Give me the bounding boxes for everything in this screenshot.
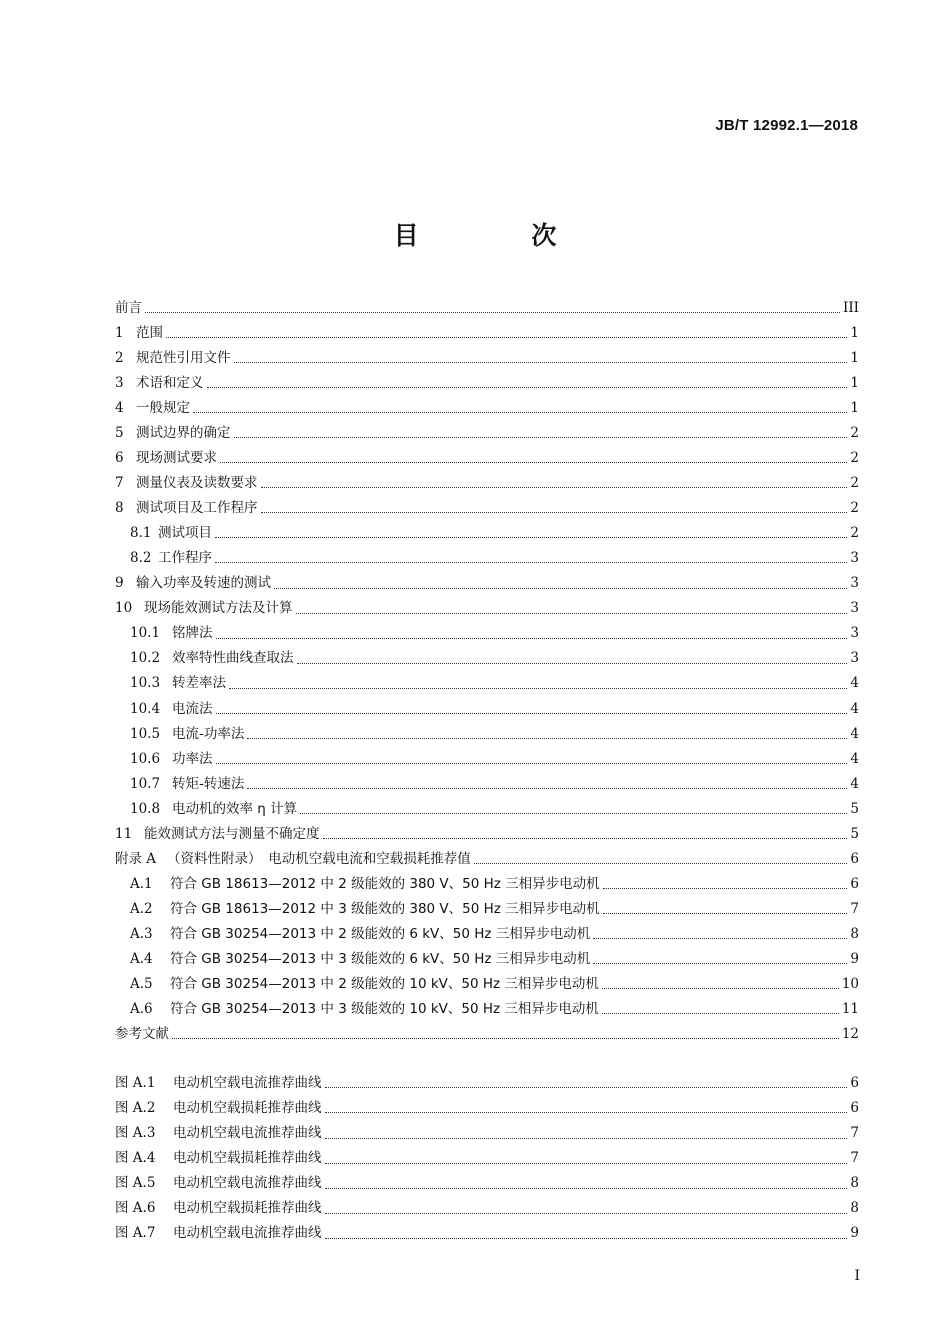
toc-entry-title: （资料性附录） 电动机空载电流和空载损耗推荐值 — [167, 850, 471, 867]
toc-entry-number: 8 — [115, 500, 124, 517]
toc-entry-title: 电流法 — [172, 700, 213, 717]
toc-entry-title: 一般规定 — [136, 399, 190, 416]
dot-leader — [216, 763, 848, 764]
toc-entry-page: 3 — [850, 600, 859, 617]
dot-leader — [325, 1213, 848, 1214]
toc-entry-page: 3 — [850, 550, 859, 567]
toc-entry-title: 符合 GB 18613—2012 中 2 级能效的 380 V、50 Hz 三相异步电动机 — [170, 875, 600, 892]
toc-entry-number: 8.2 — [130, 550, 152, 567]
toc-entry[interactable] — [115, 922, 859, 947]
dot-leader — [261, 512, 848, 513]
toc-entry-title: 电动机空载电流推荐曲线 — [173, 1225, 322, 1242]
toc-entry[interactable] — [115, 471, 859, 496]
toc-entry[interactable] — [115, 321, 859, 346]
figure-list-item[interactable] — [115, 1122, 859, 1147]
toc-entry-page: 2 — [850, 450, 859, 467]
toc-entry-number: 3 — [115, 374, 124, 391]
dot-leader — [296, 613, 848, 614]
toc-entry-page: 1 — [850, 374, 859, 391]
dot-leader — [216, 713, 848, 714]
toc-entry[interactable] — [115, 822, 859, 847]
toc-entry-number: 10.7 — [130, 775, 161, 792]
toc-entry[interactable] — [115, 421, 859, 446]
toc-entry-page: 11 — [841, 1001, 859, 1018]
toc-entry-number: 10.4 — [130, 700, 161, 717]
toc-entry[interactable] — [115, 496, 859, 521]
toc-entry-number: 附录 A — [115, 850, 157, 867]
toc-entry-number: 8.1 — [130, 525, 152, 542]
toc-entry-title: 测量仪表及读数要求 — [136, 475, 258, 492]
dot-leader — [234, 437, 848, 438]
dot-leader — [247, 738, 847, 739]
dot-leader — [215, 562, 847, 563]
toc-entry-page: 4 — [850, 750, 859, 767]
toc-entry[interactable] — [115, 546, 859, 571]
dot-leader — [603, 888, 848, 889]
toc-entry-title: 电动机的效率 η 计算 — [172, 800, 298, 817]
toc-entry-number: 图 A.1 — [115, 1075, 156, 1092]
toc-entry[interactable] — [115, 697, 859, 722]
dot-leader — [274, 588, 847, 589]
toc-entry-title: 符合 GB 30254—2013 中 3 级能效的 6 kV、50 Hz 三相异步电动机 — [170, 950, 591, 967]
dot-leader — [325, 1238, 848, 1239]
standard-code: JB/T 12992.1—2018 — [715, 117, 858, 134]
toc-entry-page: 1 — [850, 399, 859, 416]
toc-entry-page: 2 — [850, 525, 859, 542]
toc-entry-number: 7 — [115, 475, 124, 492]
toc-entry[interactable] — [115, 797, 859, 822]
toc-entry-page: 8 — [850, 1200, 859, 1217]
toc-entry[interactable] — [115, 296, 859, 321]
dot-leader — [602, 1013, 839, 1014]
toc-entry-page: 4 — [850, 700, 859, 717]
toc-entry-page: 5 — [850, 800, 859, 817]
toc-entry[interactable] — [115, 622, 859, 647]
toc-entry-title: 测试边界的确定 — [136, 425, 231, 441]
toc-entry-title: 符合 GB 18613—2012 中 3 级能效的 380 V、50 Hz 三相异步电动机 — [170, 900, 600, 917]
toc-entry[interactable] — [115, 672, 859, 697]
toc-entry-page: 9 — [850, 950, 859, 967]
toc-entry-title: 电动机空载电流推荐曲线 — [173, 1175, 322, 1192]
toc-entry[interactable] — [115, 371, 859, 396]
toc-entry-title: 转差率法 — [172, 675, 226, 692]
toc-entry-page: 2 — [850, 475, 859, 492]
dot-leader — [325, 1188, 848, 1189]
figure-list-item[interactable] — [115, 1071, 859, 1096]
toc-entry-title: 现场测试要求 — [136, 450, 217, 467]
toc-entry-page: 12 — [841, 1026, 859, 1043]
toc-entry-title: 测试项目 — [158, 525, 212, 542]
toc-entry-number: 1 — [115, 324, 124, 341]
toc-entry-title: 术语和定义 — [136, 374, 204, 391]
toc-entry-number: 9 — [115, 575, 124, 592]
toc-entry-number: 图 A.2 — [115, 1100, 156, 1117]
toc-entry-page: 9 — [850, 1225, 859, 1242]
dot-leader — [325, 1138, 848, 1139]
toc-entry-page: 2 — [850, 500, 859, 517]
toc-entry-page: 7 — [850, 1125, 859, 1142]
toc-entry-page: 1 — [850, 349, 859, 366]
dot-leader — [474, 863, 848, 864]
toc-entry[interactable] — [115, 521, 859, 546]
toc-entry-title: 电动机空载损耗推荐曲线 — [173, 1100, 322, 1117]
toc-entry-title: 前言 — [115, 299, 142, 316]
dot-leader — [247, 788, 847, 789]
toc-entry[interactable] — [115, 972, 859, 997]
toc-entry-title: 功率法 — [172, 750, 213, 767]
toc-entry-number: 10.8 — [130, 800, 161, 817]
toc-entry-number: 图 A.5 — [115, 1175, 156, 1192]
toc-entry-title: 铭牌法 — [172, 625, 213, 642]
dot-leader — [220, 462, 847, 463]
toc-entry-page: 3 — [850, 650, 859, 667]
toc-entry-title: 符合 GB 30254—2013 中 2 级能效的 6 kV、50 Hz 三相异步电动机 — [170, 925, 591, 942]
toc-entry-title: 电动机空载电流推荐曲线 — [173, 1075, 322, 1092]
figure-list-item[interactable] — [115, 1197, 859, 1222]
toc-entry-number: 10.2 — [130, 650, 161, 667]
dot-leader — [145, 312, 840, 313]
toc-entry-title: 工作程序 — [158, 550, 212, 567]
toc-entry-number: 10.6 — [130, 750, 161, 767]
toc-entry-title: 规范性引用文件 — [136, 349, 231, 366]
toc-entry-title: 范围 — [136, 324, 163, 341]
toc-entry-number: 10.1 — [130, 625, 161, 642]
dot-leader — [323, 838, 848, 839]
toc-entry-number: 5 — [115, 425, 124, 441]
toc-entry-page: 7 — [850, 1150, 859, 1167]
toc-entry-number: 10.3 — [130, 675, 161, 692]
toc-entry-number: A.4 — [130, 950, 153, 967]
toc-entry-number: 11 — [115, 825, 133, 842]
toc-entry-page: 4 — [850, 725, 859, 742]
toc-entry-page: III — [843, 299, 859, 316]
toc-entry-title: 能效测试方法与测量不确定度 — [144, 825, 320, 842]
page-number: I — [854, 1268, 860, 1284]
dot-leader — [325, 1163, 848, 1164]
dot-leader — [172, 1038, 839, 1039]
dot-leader — [325, 1112, 848, 1113]
toc-entry-number: A.3 — [130, 925, 153, 942]
toc-entry[interactable] — [115, 947, 859, 972]
toc-entry-title: 参考文献 — [115, 1026, 169, 1043]
toc-entry[interactable] — [115, 772, 859, 797]
toc-entry[interactable] — [115, 722, 859, 747]
dot-leader — [593, 963, 847, 964]
toc-entry[interactable] — [115, 396, 859, 421]
toc-entry-number: 6 — [115, 450, 124, 467]
toc-entry-page: 8 — [850, 1175, 859, 1192]
toc-entry-page: 3 — [850, 625, 859, 642]
toc-entry-number: 图 A.6 — [115, 1200, 156, 1217]
toc-entry-title: 电动机空载电流推荐曲线 — [173, 1125, 322, 1142]
figure-list-item[interactable] — [115, 1147, 859, 1172]
toc-entry[interactable] — [115, 747, 859, 772]
toc-entry[interactable] — [115, 997, 859, 1022]
toc-entry-title: 转矩-转速法 — [172, 775, 245, 792]
toc-entry-title: 效率特性曲线查取法 — [172, 650, 294, 667]
toc-entry[interactable] — [115, 346, 859, 371]
toc-entry[interactable] — [115, 847, 859, 872]
dot-leader — [325, 1087, 848, 1088]
table-of-contents — [115, 296, 859, 1247]
toc-entry[interactable] — [115, 446, 859, 471]
toc-entry-number: A.5 — [130, 976, 153, 993]
toc-entry[interactable] — [115, 1022, 859, 1047]
page-title: 目 次 — [393, 221, 609, 250]
toc-entry[interactable] — [115, 597, 859, 622]
dot-leader — [234, 362, 848, 363]
toc-entry-number: 2 — [115, 349, 124, 366]
toc-entry-title: 电流-功率法 — [172, 725, 245, 742]
toc-entry-page: 1 — [850, 324, 859, 341]
toc-entry-number: A.2 — [130, 900, 153, 917]
toc-entry-number: 10 — [115, 600, 133, 617]
toc-entry-page: 6 — [850, 850, 859, 867]
dot-leader — [193, 412, 847, 413]
toc-entry-title: 电动机空载损耗推荐曲线 — [173, 1150, 322, 1167]
toc-entry-title: 测试项目及工作程序 — [136, 500, 258, 517]
toc-entry-page: 4 — [850, 675, 859, 692]
toc-entry[interactable] — [115, 897, 859, 922]
toc-entry-page: 3 — [850, 575, 859, 592]
toc-entry-number: A.1 — [130, 875, 153, 892]
dot-leader — [593, 938, 847, 939]
dot-leader — [261, 487, 848, 488]
toc-entry-page: 8 — [850, 925, 859, 942]
dot-leader — [207, 387, 848, 388]
toc-entry-number: A.6 — [130, 1001, 153, 1018]
toc-entry-number: 图 A.3 — [115, 1125, 156, 1142]
figure-list-item[interactable] — [115, 1222, 859, 1247]
toc-entry[interactable] — [115, 572, 859, 597]
toc-entry-page: 10 — [841, 976, 859, 993]
dot-leader — [602, 988, 839, 989]
toc-entry-number: 图 A.4 — [115, 1150, 156, 1167]
toc-entry-number: 图 A.7 — [115, 1225, 156, 1242]
dot-leader — [603, 913, 848, 914]
dot-leader — [216, 638, 848, 639]
dot-leader — [300, 813, 847, 814]
toc-entry-title: 电动机空载损耗推荐曲线 — [173, 1200, 322, 1217]
toc-entry-page: 5 — [850, 825, 859, 842]
dot-leader — [229, 688, 847, 689]
dot-leader — [166, 337, 847, 338]
toc-entry[interactable] — [115, 872, 859, 897]
toc-entry-page: 6 — [850, 875, 859, 892]
toc-entry-number: 10.5 — [130, 725, 161, 742]
toc-entry-title: 符合 GB 30254—2013 中 3 级能效的 10 kV、50 Hz 三相异步电动机 — [170, 1001, 599, 1018]
toc-entry-title: 现场能效测试方法及计算 — [144, 600, 293, 617]
toc-entry-page: 6 — [850, 1075, 859, 1092]
toc-entry-title: 输入功率及转速的测试 — [136, 575, 271, 592]
figure-list-item[interactable] — [115, 1096, 859, 1121]
figure-list-item[interactable] — [115, 1172, 859, 1197]
dot-leader — [297, 663, 848, 664]
toc-entry-page: 6 — [850, 1100, 859, 1117]
toc-entry-page: 7 — [850, 900, 859, 917]
toc-entry[interactable] — [115, 647, 859, 672]
toc-entry-number: 4 — [115, 399, 124, 416]
toc-entry-page: 4 — [850, 775, 859, 792]
toc-entry-title: 符合 GB 30254—2013 中 2 级能效的 10 kV、50 Hz 三相异步电动机 — [170, 976, 599, 993]
toc-entry-page: 2 — [850, 425, 859, 441]
dot-leader — [215, 537, 847, 538]
